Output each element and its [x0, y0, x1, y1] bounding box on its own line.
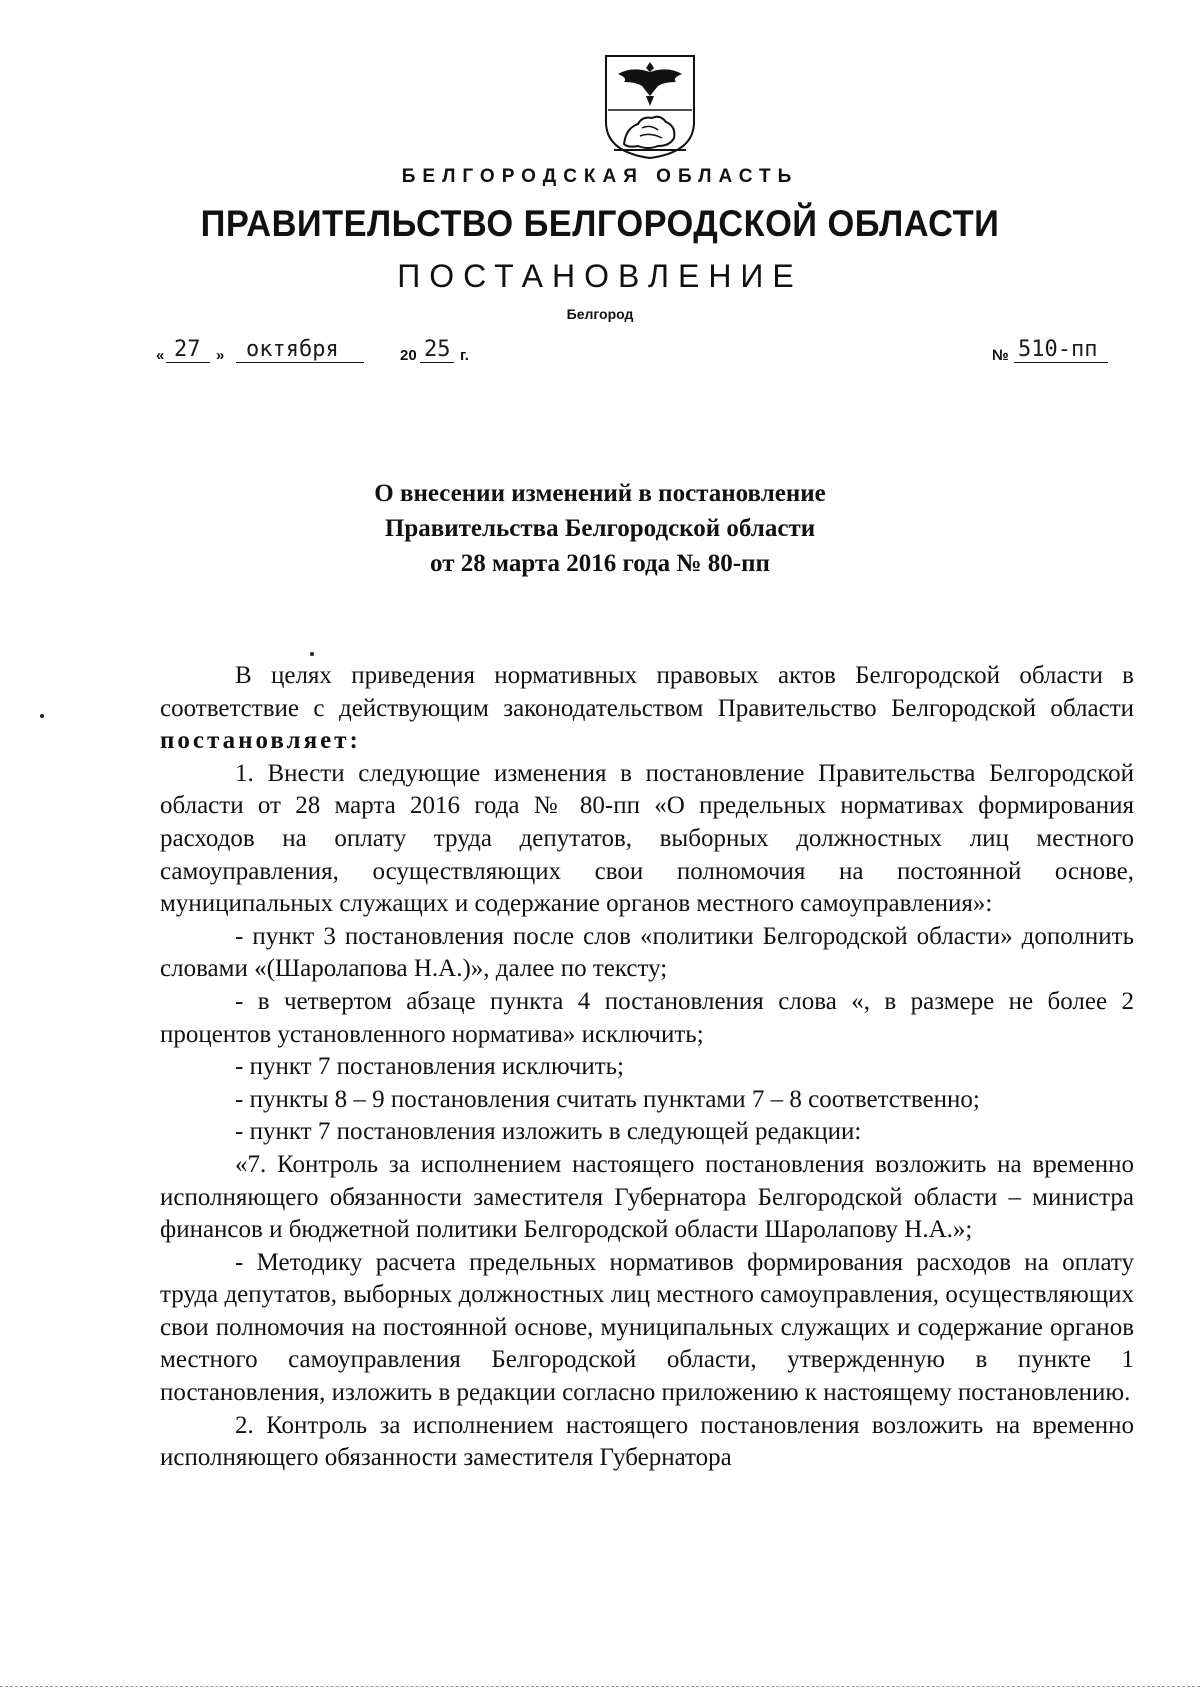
document-number [992, 330, 1112, 364]
government-name: ПРАВИТЕЛЬСТВО БЕЛГОРОДСКОЙ ОБЛАСТИ [200, 203, 1000, 244]
date-close-quote: » [216, 347, 225, 364]
scan-speck [310, 652, 314, 656]
date-year-mark: г. [460, 347, 469, 364]
number-value: 510-пп [1018, 337, 1098, 362]
date-year-suffix: 25 [424, 337, 451, 362]
paragraph-point-3: - пункт 3 постановления после слов «политики Белгородской области» дополнить словами «(Шаролапова Н.А.)», далее по тексту; [160, 922, 1134, 983]
preamble-paragraph: В целях приведения нормативных правовых актов Белгородской области в соответствие с действующим законодательством Правительство Белгородской области постановляет: [160, 662, 1134, 755]
document-body [160, 660, 1134, 1475]
paragraph-item-2: 2. Контроль за исполнением настоящего постановления возложить на временно исполняющего обязанности заместителя Губернатора [160, 1411, 1134, 1472]
paragraph-point-4: - в четвертом абзаце пункта 4 постановления слова «, в размере не более 2 процентов установленного норматива» исключить; [160, 987, 1134, 1048]
paragraph-point-7-text: «7. Контроль за исполнением настоящего постановления возложить на временно исполняющего обязанности заместителя Губернатора Белгородской области – министра финансов и бюджетной политики Белгородской области Шаролапову Н.А.»; [160, 1150, 1134, 1244]
paragraph-point-7-new: - пункт 7 постановления изложить в следующей редакции: [235, 1118, 862, 1146]
title-line-3: от 28 марта 2016 года № 80-пп [430, 550, 770, 577]
scan-speck [40, 714, 44, 718]
coat-of-arms-icon [602, 52, 698, 160]
title-line-1: О внесении изменений в постановление [374, 480, 826, 507]
number-sign: № [992, 347, 1009, 364]
document-type: ПОСТАНОВЛЕНИЕ [397, 258, 803, 294]
region-name: БЕЛГОРОДСКАЯ ОБЛАСТЬ [401, 166, 799, 187]
date-open-quote: « [156, 347, 165, 364]
resolves-word: постановляет: [160, 727, 361, 755]
paragraph-point-7-exclude: - пункт 7 постановления исключить; [235, 1053, 624, 1081]
title-line-2: Правительства Белгородской области [384, 515, 816, 542]
date-month: октября [246, 337, 339, 362]
paragraph-item-1: 1. Внести следующие изменения в постановление Правительства Белгородской области от 28 марта 2016 года № 80-пп «О предельных нормативах формирования расходов на оплату труда депутатов, выборных должностных лиц местного самоуправления, осуществляющих свои полномочия на постоянной основе, муниципальных служащих и содержание органов местного самоуправления»: [160, 759, 1134, 918]
date-day: 27 [174, 337, 201, 362]
scan-edge [0, 1686, 1200, 1687]
paragraph-renumber: - пункты 8 – 9 постановления считать пунктами 7 – 8 соответственно; [235, 1085, 980, 1113]
paragraph-methodology: - Методику расчета предельных нормативов формирования расходов на оплату труда депутатов, выборных должностных лиц местного самоуправления, осуществляющих свои полномочия на постоянной основе, муниципальных служащих и содержание органов местного самоуправления Белгородской области, утвержденную в пункте 1 постановления, изложить в редакции согласно приложению к настоящему постановлению. [160, 1248, 1134, 1407]
city-name: Белгород [566, 306, 634, 322]
document-title [0, 476, 1200, 581]
date-year-prefix: 20 [400, 347, 417, 364]
